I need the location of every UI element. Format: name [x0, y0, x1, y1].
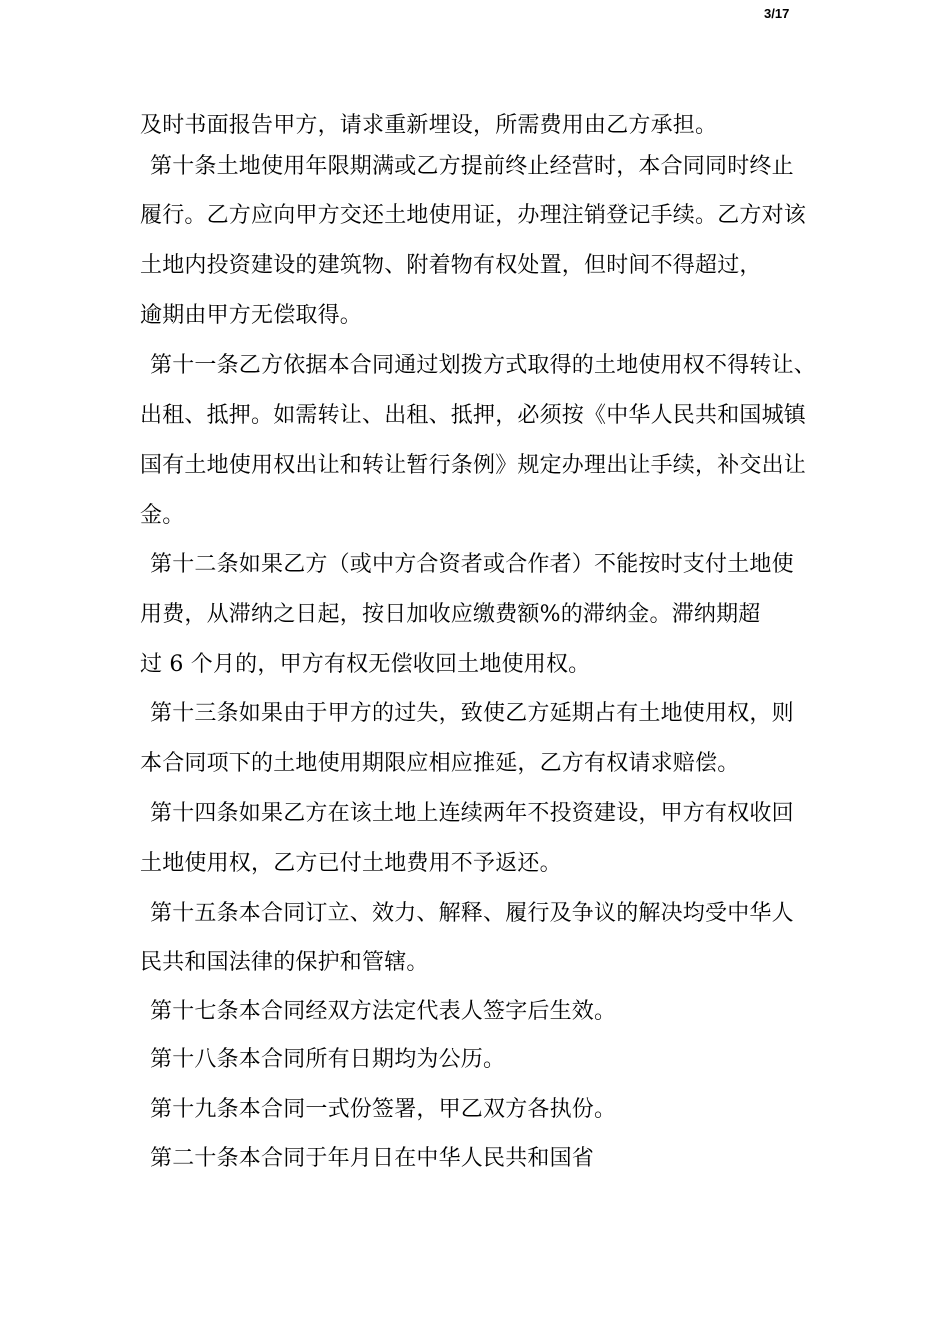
text-line: 本合同项下的土地使用期限应相应推延，乙方有权请求赔偿。	[140, 751, 740, 776]
text-line: 出租、抵押。如需转让、出租、抵押，必须按《中华人民共和国城镇	[140, 403, 807, 428]
page-number: 3/17	[764, 6, 790, 21]
text-line: 第十三条如果由于甲方的过失，致使乙方延期占有土地使用权，则	[150, 701, 794, 726]
text-line: 金。	[140, 503, 185, 528]
text-line: 第十条土地使用年限期满或乙方提前终止经营时，本合同同时终止	[150, 154, 794, 179]
text-line: 民共和国法律的保护和管辖。	[140, 950, 429, 975]
text-line: 土地内投资建设的建筑物、附着物有权处置，但时间不得超过，	[140, 253, 762, 278]
text-line: 第十二条如果乙方（或中方合资者或合作者）不能按时支付土地使	[150, 552, 794, 577]
text-line: 第十七条本合同经双方法定代表人签字后生效。	[150, 999, 617, 1024]
text-line: 第十九条本合同一式份签署，甲乙双方各执份。	[150, 1097, 617, 1122]
text-line: 第二十条本合同于年月日在中华人民共和国省	[150, 1146, 595, 1171]
text-line: 第十四条如果乙方在该土地上连续两年不投资建设，甲方有权收回	[150, 801, 794, 826]
text-line: 土地使用权，乙方已付土地费用不予返还。	[140, 851, 562, 876]
text-line: 用费，从滞纳之日起，按日加收应缴费额%的滞纳金。滞纳期超	[140, 602, 761, 627]
text-line: 国有土地使用权出让和转让暂行条例》规定办理出让手续，补交出让	[140, 453, 807, 478]
text-line: 及时书面报告甲方，请求重新埋设，所需费用由乙方承担。	[140, 113, 718, 138]
text-line: 第十八条本合同所有日期均为公历。	[150, 1047, 506, 1072]
text-line: 过 6 个月的，甲方有权无偿收回土地使用权。	[140, 652, 591, 677]
text-line: 逾期由甲方无偿取得。	[140, 303, 363, 328]
text-line: 履行。乙方应向甲方交还土地使用证，办理注销登记手续。乙方对该	[140, 203, 807, 228]
text-line: 第十一条乙方依据本合同通过划拨方式取得的土地使用权不得转让、	[150, 353, 817, 378]
text-line: 第十五条本合同订立、效力、解释、履行及争议的解决均受中华人	[150, 901, 794, 926]
